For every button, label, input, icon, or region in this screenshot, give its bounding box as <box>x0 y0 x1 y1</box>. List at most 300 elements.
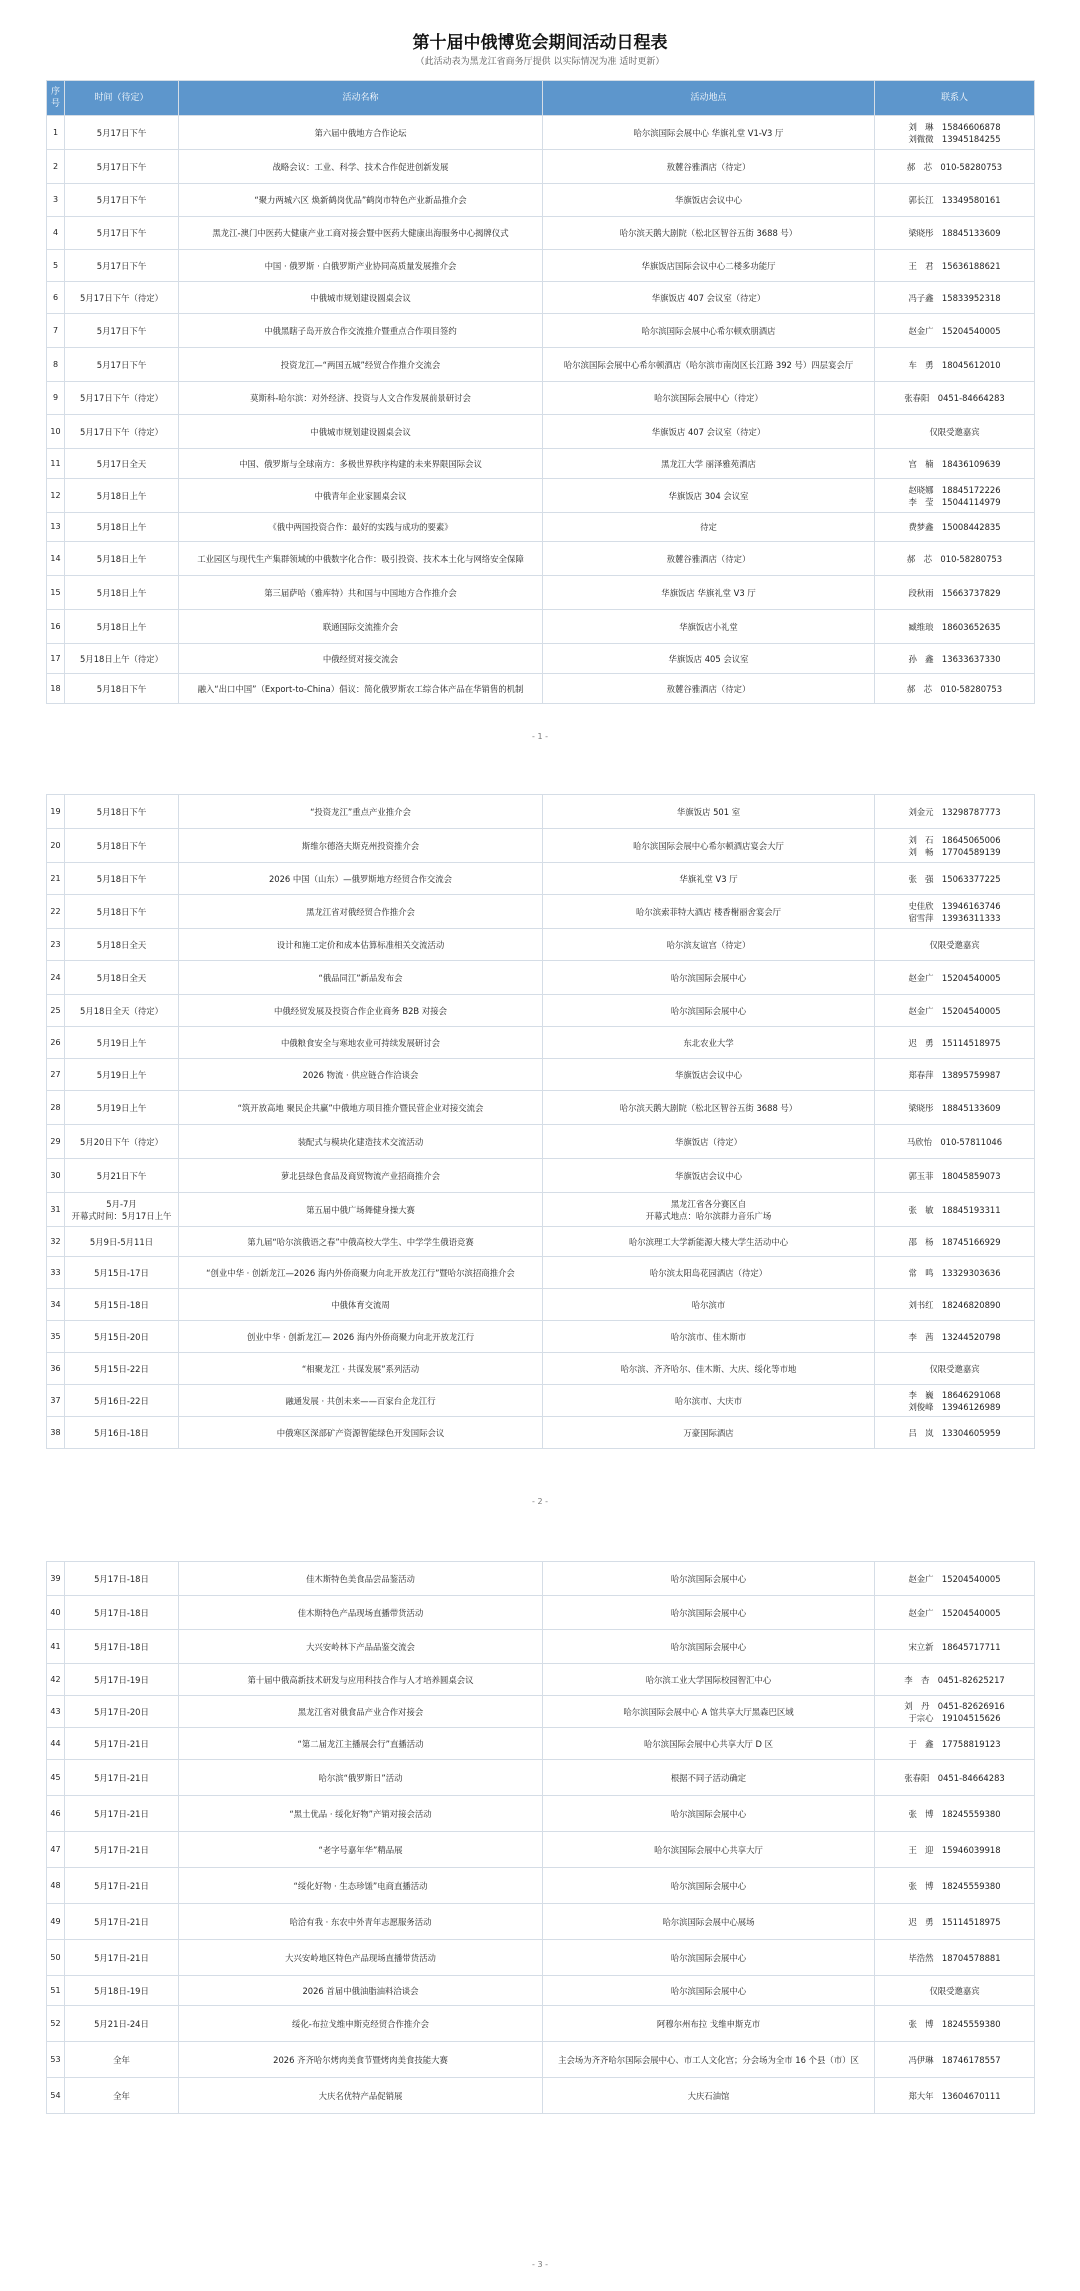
cell-contact: 郑大年 13604670111 <box>875 2078 1035 2114</box>
table-row <box>47 1417 1035 1449</box>
cell-place: 哈尔滨索菲特大酒店 楼香榭丽舍宴会厅 <box>543 895 875 929</box>
cell-contact: 张春阳 0451-84664283 <box>875 382 1035 415</box>
cell-contact: 于 鑫 17758819123 <box>875 1728 1035 1760</box>
cell-place: 哈尔滨国际会展中心 <box>543 995 875 1027</box>
cell-contact: 赵金广 15204540005 <box>875 314 1035 348</box>
cell-place: 华旗饭店 304 会议室 <box>543 479 875 513</box>
cell-contact: 刘书红 18246820890 <box>875 1289 1035 1321</box>
cell-contact: 刘 琳 15846606878 刘微微 13945184255 <box>875 116 1035 150</box>
cell-time: 5月18日下午 <box>65 863 179 895</box>
cell-time: 5月-7月 开幕式时间：5月17日上午 <box>65 1193 179 1227</box>
cell-name: “创业中华 · 创新龙江—2026 海内外侨商聚力向北开放龙江行”暨哈尔滨招商推介会 <box>179 1257 543 1289</box>
cell-place: 哈尔滨国际会展中心希尔顿酒店（哈尔滨市南岗区长江路 392 号）四层宴会厅 <box>543 348 875 382</box>
cell-time: 5月17日全天 <box>65 449 179 479</box>
cell-name: 萝北县绿色食品及商贸物流产业招商推介会 <box>179 1159 543 1193</box>
cell-name: 2026 中国（山东）—俄罗斯地方经贸合作交流会 <box>179 863 543 895</box>
table-row <box>47 1125 1035 1159</box>
cell-no: 8 <box>47 348 65 382</box>
cell-contact: 段秋雨 15663737829 <box>875 576 1035 610</box>
cell-no: 44 <box>47 1728 65 1760</box>
cell-time: 5月19日上午 <box>65 1027 179 1059</box>
table-row <box>47 1832 1035 1868</box>
table-row <box>47 644 1035 674</box>
cell-time: 5月17日下午（待定） <box>65 415 179 449</box>
cell-place: 阿穆尔州布拉 戈维申斯克市 <box>543 2006 875 2042</box>
cell-place: 哈尔滨国际会展中心希尔顿欢朋酒店 <box>543 314 875 348</box>
cell-no: 5 <box>47 250 65 282</box>
cell-name: 2026 齐齐哈尔烤肉美食节暨烤肉美食技能大赛 <box>179 2042 543 2078</box>
cell-place: 哈尔滨天鹅大剧院（松北区智谷五街 3688 号） <box>543 1091 875 1125</box>
cell-time: 5月18日上午 <box>65 513 179 542</box>
table-row <box>47 674 1035 704</box>
schedule-table-page-2 <box>46 794 1035 1449</box>
cell-name: 黑龙江省对俄经贸合作推介会 <box>179 895 543 929</box>
cell-name: 绥化-布拉戈维申斯克经贸合作推介会 <box>179 2006 543 2042</box>
cell-no: 45 <box>47 1760 65 1796</box>
cell-contact: 赵金广 15204540005 <box>875 1562 1035 1596</box>
cell-place: 华旗饭店（待定） <box>543 1125 875 1159</box>
schedule-table-page-1 <box>46 80 1035 704</box>
column-header: 活动名称 <box>179 81 543 116</box>
cell-no: 12 <box>47 479 65 513</box>
cell-contact: 常 鸣 13329303636 <box>875 1257 1035 1289</box>
cell-time: 5月18日下午 <box>65 829 179 863</box>
cell-no: 13 <box>47 513 65 542</box>
table-row <box>47 250 1035 282</box>
cell-contact: 刘 丹 0451-82626916 于宗心 19104515626 <box>875 1696 1035 1728</box>
cell-name: 中俄青年企业家圆桌会议 <box>179 479 543 513</box>
cell-no: 26 <box>47 1027 65 1059</box>
cell-name: 工业园区与现代生产集群领域的中俄数字化合作：吸引投资、技术本土化与网络安全保障 <box>179 542 543 576</box>
cell-no: 16 <box>47 610 65 644</box>
cell-no: 35 <box>47 1321 65 1353</box>
cell-place: 根据不同子活动确定 <box>543 1760 875 1796</box>
cell-place: 哈尔滨国际会展中心（待定） <box>543 382 875 415</box>
cell-contact: 张 博 18245559380 <box>875 2006 1035 2042</box>
cell-time: 5月15日-17日 <box>65 1257 179 1289</box>
cell-time: 5月19日上午 <box>65 1091 179 1125</box>
cell-name: 第十届中俄高新技术研发与应用科技合作与人才培养圆桌会议 <box>179 1664 543 1696</box>
cell-place: 华旗饭店 华旗礼堂 V3 厅 <box>543 576 875 610</box>
cell-no: 10 <box>47 415 65 449</box>
cell-name: 第五届中俄广场舞健身操大赛 <box>179 1193 543 1227</box>
cell-contact: 赵金广 15204540005 <box>875 1596 1035 1630</box>
table-row <box>47 1227 1035 1257</box>
cell-contact: 臧维琅 18603652635 <box>875 610 1035 644</box>
cell-no: 22 <box>47 895 65 929</box>
cell-contact: 迟 勇 15114518975 <box>875 1027 1035 1059</box>
cell-name: 斯维尔德洛夫斯克州投资推介会 <box>179 829 543 863</box>
cell-name: 中俄城市规划建设圆桌会议 <box>179 415 543 449</box>
table-row <box>47 895 1035 929</box>
cell-time: 5月18日上午（待定） <box>65 644 179 674</box>
cell-contact: 郭玉菲 18045859073 <box>875 1159 1035 1193</box>
cell-time: 5月15日-18日 <box>65 1289 179 1321</box>
cell-time: 5月18日上午 <box>65 610 179 644</box>
cell-contact: 迟 勇 15114518975 <box>875 1904 1035 1940</box>
cell-contact: 仅限受邀嘉宾 <box>875 1976 1035 2006</box>
table-row <box>47 2078 1035 2114</box>
cell-time: 5月18日全天 <box>65 961 179 995</box>
cell-place: 哈尔滨工业大学国际校园智汇中心 <box>543 1664 875 1696</box>
cell-place: 哈尔滨、齐齐哈尔、佳木斯、大庆、绥化等市地 <box>543 1353 875 1385</box>
cell-name: 大庆名优特产品促销展 <box>179 2078 543 2114</box>
cell-no: 43 <box>47 1696 65 1728</box>
cell-place: 哈尔滨国际会展中心 <box>543 961 875 995</box>
cell-contact: 刘金元 13298787773 <box>875 795 1035 829</box>
table-row <box>47 1159 1035 1193</box>
cell-contact: 郝 芯 010-58280753 <box>875 150 1035 184</box>
cell-no: 31 <box>47 1193 65 1227</box>
table-row <box>47 795 1035 829</box>
cell-contact: 王 君 15636188621 <box>875 250 1035 282</box>
schedule-table-page-3 <box>46 1561 1035 2114</box>
cell-no: 40 <box>47 1596 65 1630</box>
cell-contact: 马欣怡 010-57811046 <box>875 1125 1035 1159</box>
cell-time: 5月18日全天（待定） <box>65 995 179 1027</box>
cell-contact: 车 勇 18045612010 <box>875 348 1035 382</box>
table-row <box>47 1664 1035 1696</box>
cell-no: 18 <box>47 674 65 704</box>
cell-name: 黑龙江-澳门中医药大健康产业工商对接会暨中医药大健康出海服务中心揭牌仪式 <box>179 217 543 250</box>
table-row <box>47 116 1035 150</box>
cell-no: 2 <box>47 150 65 184</box>
table-row <box>47 961 1035 995</box>
cell-contact: 冯伊琳 18746178557 <box>875 2042 1035 2078</box>
table-row <box>47 1091 1035 1125</box>
cell-name: “俄品同江”新品发布会 <box>179 961 543 995</box>
cell-place: 华旗饭店 501 室 <box>543 795 875 829</box>
cell-place: 哈尔滨市、大庆市 <box>543 1385 875 1417</box>
cell-name: 中国 · 俄罗斯 · 白俄罗斯产业协同高质量发展推介会 <box>179 250 543 282</box>
cell-time: 5月17日-20日 <box>65 1696 179 1728</box>
table-row <box>47 1027 1035 1059</box>
cell-time: 5月18日上午 <box>65 542 179 576</box>
cell-time: 5月17日-21日 <box>65 1728 179 1760</box>
cell-contact: 赵晓娜 18845172226 李 莹 15044114979 <box>875 479 1035 513</box>
cell-contact: 郑春萍 13895759987 <box>875 1059 1035 1091</box>
cell-name: 设计和施工定价和成本估算标准相关交流活动 <box>179 929 543 961</box>
cell-contact: 张 博 18245559380 <box>875 1796 1035 1832</box>
cell-time: 5月17日下午 <box>65 314 179 348</box>
document-title: 第十届中俄博览会期间活动日程表 <box>412 33 668 53</box>
column-header: 联系人 <box>875 81 1035 116</box>
cell-time: 5月21日下午 <box>65 1159 179 1193</box>
cell-name: 融通发展 · 共创未来——百家台企龙江行 <box>179 1385 543 1417</box>
cell-place: 东北农业大学 <box>543 1027 875 1059</box>
table-row <box>47 282 1035 314</box>
cell-place: 待定 <box>543 513 875 542</box>
cell-no: 9 <box>47 382 65 415</box>
table-row <box>47 348 1035 382</box>
cell-time: 5月15日-20日 <box>65 1321 179 1353</box>
cell-place: 哈尔滨国际会展中心共享大厅 D 区 <box>543 1728 875 1760</box>
cell-contact: 李 杏 0451-82625217 <box>875 1664 1035 1696</box>
cell-name: 中俄经贸对接交流会 <box>179 644 543 674</box>
cell-name: 大兴安岭地区特色产品现场直播带货活动 <box>179 1940 543 1976</box>
table-row <box>47 542 1035 576</box>
cell-time: 全年 <box>65 2078 179 2114</box>
cell-no: 39 <box>47 1562 65 1596</box>
cell-place: 哈尔滨国际会展中心 <box>543 1940 875 1976</box>
cell-place: 哈尔滨国际会展中心 <box>543 1796 875 1832</box>
cell-no: 3 <box>47 184 65 217</box>
cell-place: 哈尔滨国际会展中心 <box>543 1562 875 1596</box>
cell-no: 33 <box>47 1257 65 1289</box>
cell-no: 20 <box>47 829 65 863</box>
cell-no: 42 <box>47 1664 65 1696</box>
cell-time: 5月17日-18日 <box>65 1596 179 1630</box>
table-row <box>47 1596 1035 1630</box>
cell-time: 5月18日下午 <box>65 674 179 704</box>
cell-name: “黑土优品 · 绥化好物”产销对接会活动 <box>179 1796 543 1832</box>
table-row <box>47 449 1035 479</box>
table-row <box>47 1976 1035 2006</box>
cell-contact: 吕 岚 13304605959 <box>875 1417 1035 1449</box>
cell-name: 联通国际交流推介会 <box>179 610 543 644</box>
cell-time: 5月20日下午（待定） <box>65 1125 179 1159</box>
table-row <box>47 1321 1035 1353</box>
cell-contact: 史佳欣 13946163746 宿雪萍 13936311333 <box>875 895 1035 929</box>
cell-time: 全年 <box>65 2042 179 2078</box>
cell-contact: 仅限受邀嘉宾 <box>875 1353 1035 1385</box>
cell-place: 华旗饭店 407 会议室（待定） <box>543 415 875 449</box>
cell-place: 哈尔滨国际会展中心希尔顿酒店宴会大厅 <box>543 829 875 863</box>
cell-no: 21 <box>47 863 65 895</box>
cell-no: 38 <box>47 1417 65 1449</box>
cell-contact: 宫 楠 18436109639 <box>875 449 1035 479</box>
cell-time: 5月17日-21日 <box>65 1796 179 1832</box>
column-header: 序号 <box>47 81 65 116</box>
cell-name: 中国、俄罗斯与全球南方：多极世界秩序构建的未来界限国际会议 <box>179 449 543 479</box>
cell-name: 装配式与模块化建造技术交流活动 <box>179 1125 543 1159</box>
cell-contact: 郭长江 13349580161 <box>875 184 1035 217</box>
cell-name: 第九届“哈尔滨俄语之春”中俄高校大学生、中学学生俄语竞赛 <box>179 1227 543 1257</box>
cell-no: 17 <box>47 644 65 674</box>
cell-time: 5月17日下午 <box>65 217 179 250</box>
cell-no: 37 <box>47 1385 65 1417</box>
cell-time: 5月21日-24日 <box>65 2006 179 2042</box>
cell-place: 黑龙江省各分赛区自 开幕式地点：哈尔滨群力音乐广场 <box>543 1193 875 1227</box>
cell-contact: 刘 石 18645065006 刘 畅 17704589139 <box>875 829 1035 863</box>
table-row <box>47 415 1035 449</box>
document-subtitle: （此活动表为黑龙江省商务厅提供 以实际情况为准 适时更新） <box>415 57 665 67</box>
table-row <box>47 1728 1035 1760</box>
cell-place: 华旗饭店国际会议中心二楼多功能厅 <box>543 250 875 282</box>
table-row <box>47 2006 1035 2042</box>
table-row <box>47 382 1035 415</box>
cell-no: 36 <box>47 1353 65 1385</box>
cell-contact: 赵金广 15204540005 <box>875 995 1035 1027</box>
cell-name: 中俄经贸发展及投资合作企业商务 B2B 对接会 <box>179 995 543 1027</box>
cell-time: 5月17日下午 <box>65 348 179 382</box>
cell-place: 华旗饭店会议中心 <box>543 184 875 217</box>
cell-no: 24 <box>47 961 65 995</box>
cell-no: 34 <box>47 1289 65 1321</box>
cell-name: 莫斯科-哈尔滨：对外经济、投资与人文合作发展前景研讨会 <box>179 382 543 415</box>
table-row <box>47 2042 1035 2078</box>
cell-no: 6 <box>47 282 65 314</box>
cell-contact: 费梦鑫 15008442835 <box>875 513 1035 542</box>
cell-time: 5月18日上午 <box>65 576 179 610</box>
cell-place: 敖麓谷雅酒店（待定） <box>543 542 875 576</box>
cell-no: 7 <box>47 314 65 348</box>
cell-time: 5月17日-19日 <box>65 1664 179 1696</box>
cell-place: 哈尔滨友谊宫（待定） <box>543 929 875 961</box>
cell-place: 黑龙江大学 丽泽雅苑酒店 <box>543 449 875 479</box>
cell-contact: 张 博 18245559380 <box>875 1868 1035 1904</box>
column-header: 时间（待定） <box>65 81 179 116</box>
cell-place: 哈尔滨国际会展中心 <box>543 1630 875 1664</box>
table-row <box>47 1289 1035 1321</box>
cell-no: 23 <box>47 929 65 961</box>
cell-name: “绥化好物 · 生态珍馐”电商直播活动 <box>179 1868 543 1904</box>
cell-place: 华旗礼堂 V3 厅 <box>543 863 875 895</box>
table-row <box>47 150 1035 184</box>
cell-contact: 宋立新 18645717711 <box>875 1630 1035 1664</box>
cell-name: 佳木斯特色美食品尝品鉴活动 <box>179 1562 543 1596</box>
cell-place: 哈尔滨太阳岛花园酒店（待定） <box>543 1257 875 1289</box>
cell-name: 中俄粮食安全与寒地农业可持续发展研讨会 <box>179 1027 543 1059</box>
cell-no: 30 <box>47 1159 65 1193</box>
cell-contact: 李 茜 13244520798 <box>875 1321 1035 1353</box>
cell-time: 5月17日下午 <box>65 184 179 217</box>
page-number: - 2 - <box>532 1497 548 1506</box>
cell-time: 5月17日-21日 <box>65 1760 179 1796</box>
cell-name: “相聚龙江 · 共谋发展”系列活动 <box>179 1353 543 1385</box>
cell-contact: 仅限受邀嘉宾 <box>875 929 1035 961</box>
cell-name: 中俄城市规划建设圆桌会议 <box>179 282 543 314</box>
cell-contact: 张 强 15063377225 <box>875 863 1035 895</box>
table-row <box>47 995 1035 1027</box>
cell-place: 华旗饭店 405 会议室 <box>543 644 875 674</box>
cell-no: 1 <box>47 116 65 150</box>
cell-contact: 冯子鑫 15833952318 <box>875 282 1035 314</box>
table-row <box>47 610 1035 644</box>
table-row <box>47 1385 1035 1417</box>
cell-place: 哈尔滨国际会展中心 <box>543 1976 875 2006</box>
table-row <box>47 829 1035 863</box>
table-row <box>47 184 1035 217</box>
cell-contact: 毕浩然 18704578881 <box>875 1940 1035 1976</box>
cell-no: 28 <box>47 1091 65 1125</box>
cell-time: 5月17日-21日 <box>65 1832 179 1868</box>
cell-no: 15 <box>47 576 65 610</box>
cell-contact: 李 巍 18646291068 刘俊峰 13946126989 <box>875 1385 1035 1417</box>
cell-time: 5月16日-22日 <box>65 1385 179 1417</box>
cell-no: 51 <box>47 1976 65 2006</box>
cell-name: 哈尔滨“俄罗斯日”活动 <box>179 1760 543 1796</box>
table-row <box>47 1904 1035 1940</box>
cell-name: “老字号嘉年华”精品展 <box>179 1832 543 1868</box>
cell-no: 27 <box>47 1059 65 1091</box>
cell-name: 2026 首届中俄油脂油料洽谈会 <box>179 1976 543 2006</box>
cell-contact: 梁晓彤 18845133609 <box>875 217 1035 250</box>
table-row <box>47 513 1035 542</box>
cell-place: 华旗饭店会议中心 <box>543 1059 875 1091</box>
cell-time: 5月17日下午 <box>65 116 179 150</box>
cell-time: 5月17日下午（待定） <box>65 282 179 314</box>
cell-time: 5月18日下午 <box>65 895 179 929</box>
page-number: - 3 - <box>532 2260 548 2269</box>
cell-name: 第六届中俄地方合作论坛 <box>179 116 543 150</box>
table-row <box>47 1059 1035 1091</box>
cell-name: 2026 物流 · 供应链合作洽谈会 <box>179 1059 543 1091</box>
cell-no: 46 <box>47 1796 65 1832</box>
cell-place: 哈尔滨天鹅大剧院（松北区智谷五街 3688 号） <box>543 217 875 250</box>
cell-no: 48 <box>47 1868 65 1904</box>
cell-no: 11 <box>47 449 65 479</box>
cell-place: 哈尔滨国际会展中心 A 馆共享大厅黑森巴区域 <box>543 1696 875 1728</box>
cell-time: 5月17日下午（待定） <box>65 382 179 415</box>
cell-time: 5月17日-21日 <box>65 1868 179 1904</box>
cell-time: 5月16日-18日 <box>65 1417 179 1449</box>
table-row <box>47 217 1035 250</box>
cell-place: 哈尔滨国际会展中心 华旗礼堂 V1-V3 厅 <box>543 116 875 150</box>
table-row <box>47 1257 1035 1289</box>
cell-name: “筑开放高地 聚民企共赢”中俄地方项目推介暨民营企业对接交流会 <box>179 1091 543 1125</box>
cell-name: 黑龙江省对俄食品产业合作对接会 <box>179 1696 543 1728</box>
cell-name: 融入“出口中国”（Export-to-China）倡议：简化俄罗斯农工综合体产品在华销售的机制 <box>179 674 543 704</box>
cell-no: 54 <box>47 2078 65 2114</box>
cell-contact: 郝 芯 010-58280753 <box>875 674 1035 704</box>
cell-no: 50 <box>47 1940 65 1976</box>
cell-name: 中俄体育交流周 <box>179 1289 543 1321</box>
table-row <box>47 1353 1035 1385</box>
table-header-row <box>47 81 1035 116</box>
cell-contact: 邵 杨 18745166929 <box>875 1227 1035 1257</box>
page-number: - 1 - <box>532 732 548 741</box>
cell-no: 25 <box>47 995 65 1027</box>
table-row <box>47 1940 1035 1976</box>
cell-time: 5月17日-18日 <box>65 1562 179 1596</box>
cell-contact: 张 敏 18845193311 <box>875 1193 1035 1227</box>
cell-place: 哈尔滨国际会展中心 <box>543 1868 875 1904</box>
cell-place: 哈尔滨市、佳木斯市 <box>543 1321 875 1353</box>
cell-time: 5月17日下午 <box>65 150 179 184</box>
cell-no: 53 <box>47 2042 65 2078</box>
cell-place: 哈尔滨国际会展中心展场 <box>543 1904 875 1940</box>
cell-place: 华旗饭店 407 会议室（待定） <box>543 282 875 314</box>
cell-no: 52 <box>47 2006 65 2042</box>
table-row <box>47 1796 1035 1832</box>
cell-no: 19 <box>47 795 65 829</box>
cell-no: 4 <box>47 217 65 250</box>
cell-place: 哈尔滨理工大学新能源大楼大学生活动中心 <box>543 1227 875 1257</box>
cell-contact: 仅限受邀嘉宾 <box>875 415 1035 449</box>
cell-time: 5月9日-5月11日 <box>65 1227 179 1257</box>
table-row <box>47 314 1035 348</box>
cell-no: 49 <box>47 1904 65 1940</box>
table-row <box>47 1868 1035 1904</box>
cell-place: 华旗饭店会议中心 <box>543 1159 875 1193</box>
table-row <box>47 1630 1035 1664</box>
cell-name: “聚力两城六区 焕新鹤岗优品”鹤岗市特色产业新品推介会 <box>179 184 543 217</box>
cell-place: 哈尔滨国际会展中心 <box>543 1596 875 1630</box>
cell-name: 战略会议：工业、科学、技术合作促进创新发展 <box>179 150 543 184</box>
cell-no: 41 <box>47 1630 65 1664</box>
cell-name: “第二届龙江主播展会行”直播活动 <box>179 1728 543 1760</box>
cell-place: 敖麓谷雅酒店（待定） <box>543 674 875 704</box>
cell-name: 哈洽有我 · 东农中外青年志愿服务活动 <box>179 1904 543 1940</box>
cell-name: 《俄中两国投资合作：最好的实践与成功的要素》 <box>179 513 543 542</box>
cell-contact: 张春阳 0451-84664283 <box>875 1760 1035 1796</box>
cell-time: 5月18日-19日 <box>65 1976 179 2006</box>
cell-name: 大兴安岭林下产品品鉴交流会 <box>179 1630 543 1664</box>
cell-time: 5月18日下午 <box>65 795 179 829</box>
cell-time: 5月17日-21日 <box>65 1904 179 1940</box>
cell-name: “投资龙江”重点产业推介会 <box>179 795 543 829</box>
